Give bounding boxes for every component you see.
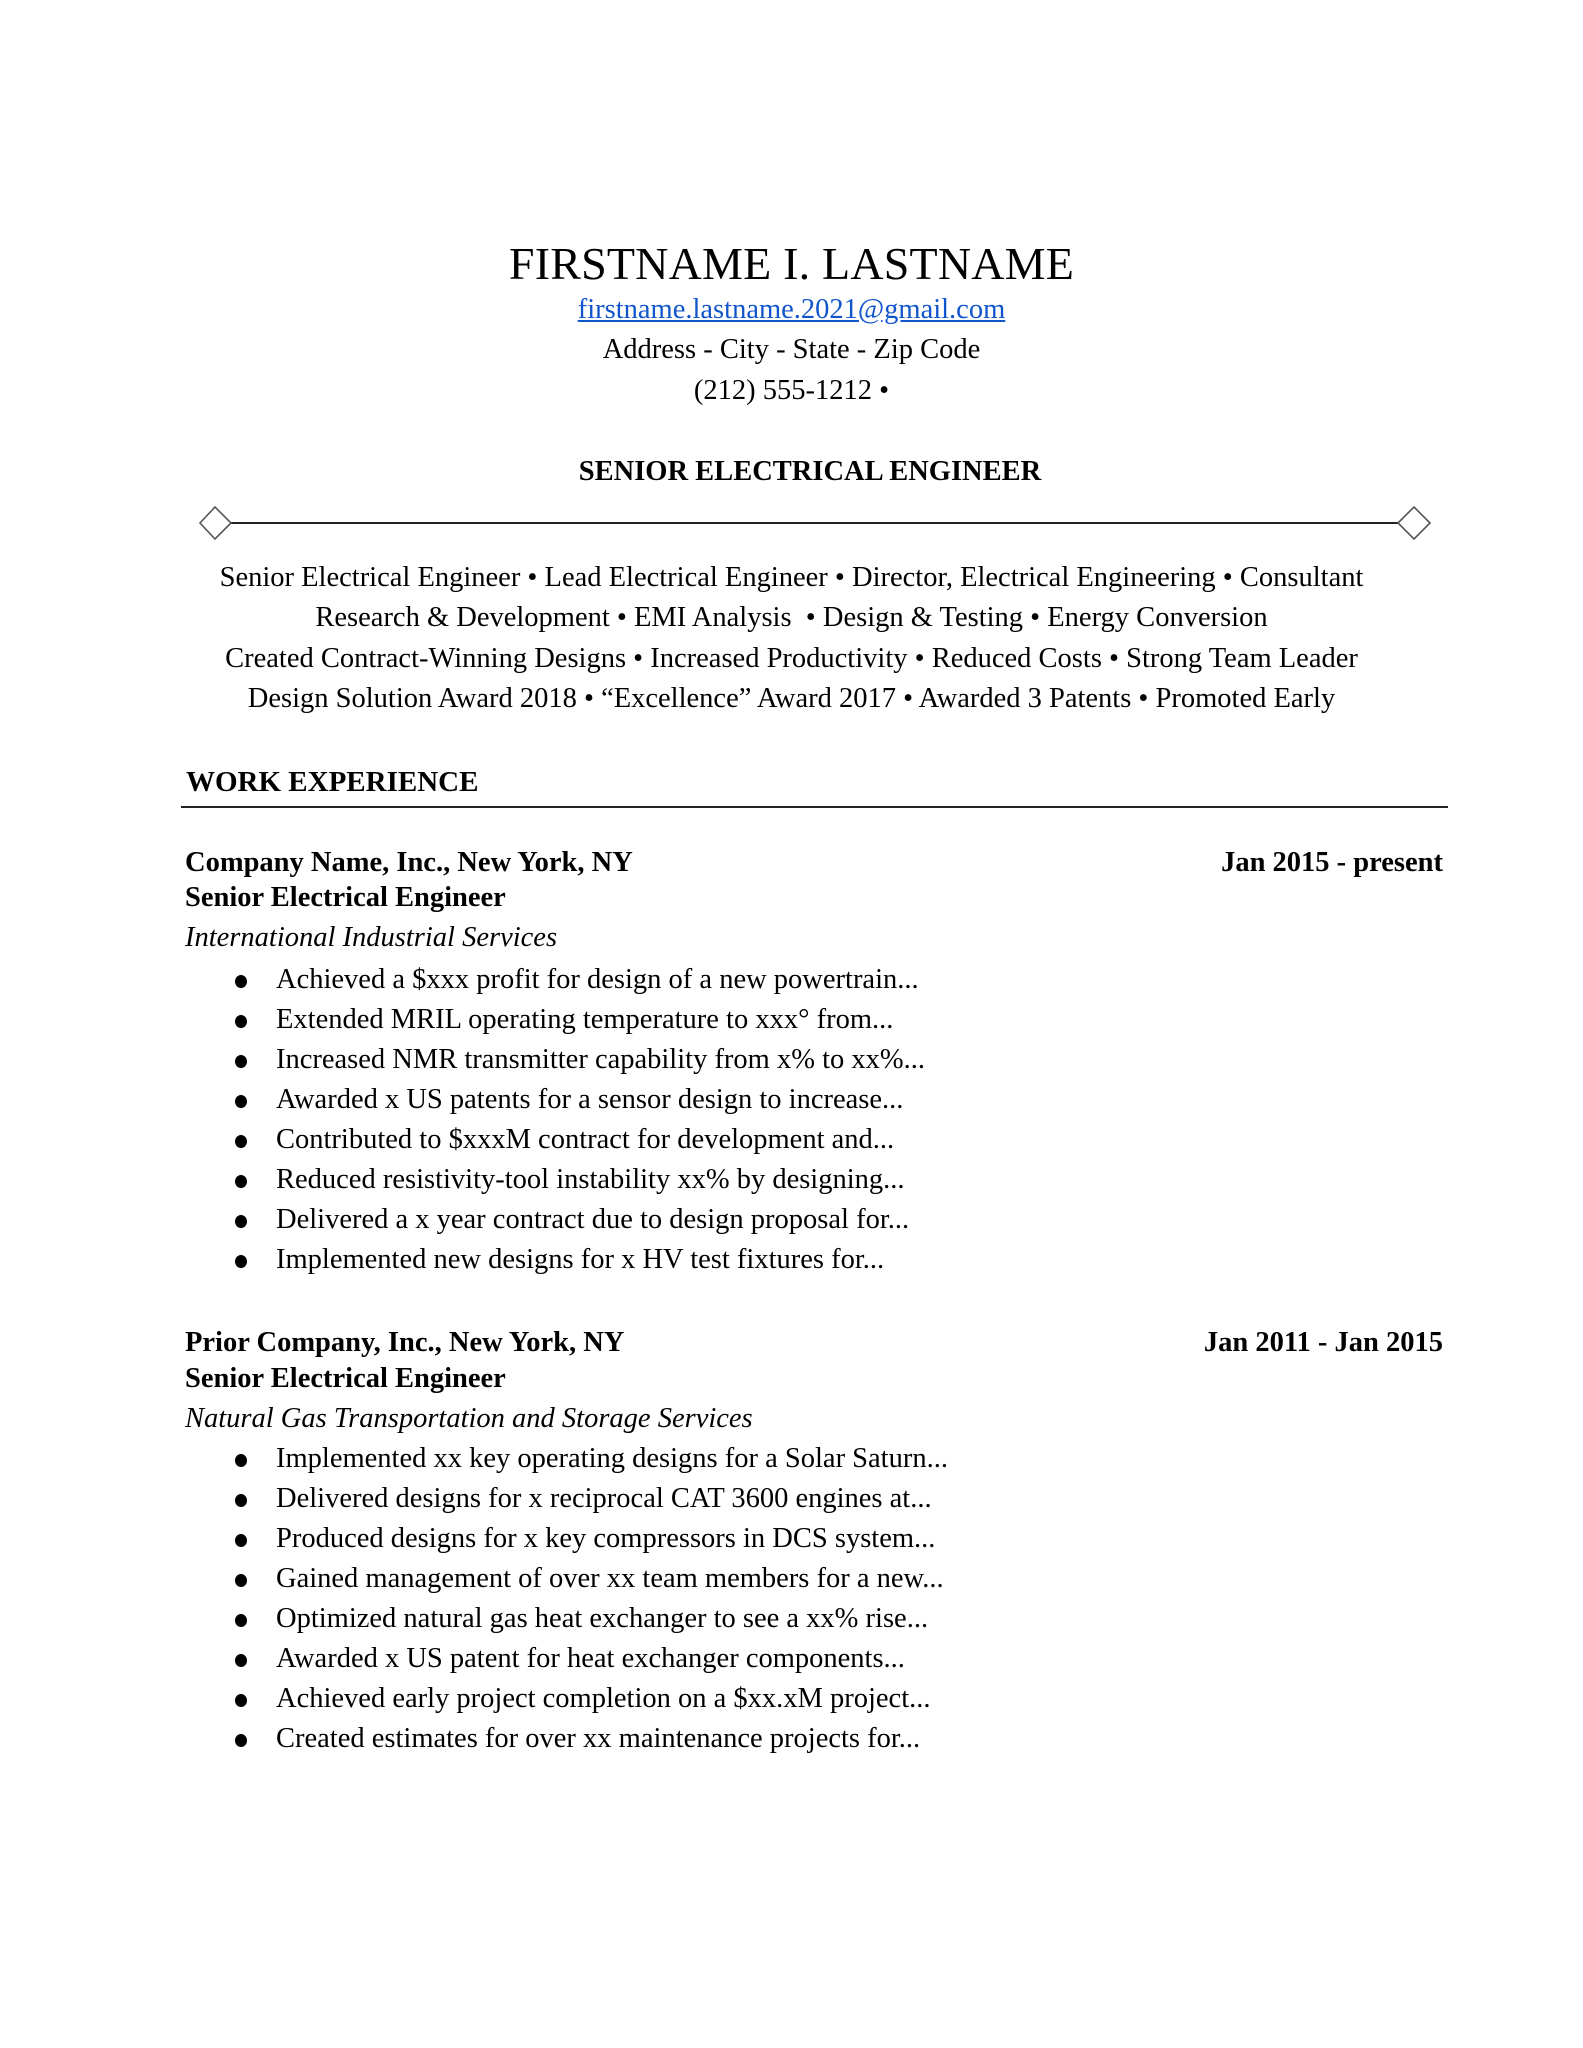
- bullet-item: [230, 1000, 925, 1040]
- bullet-icon: [235, 1015, 247, 1028]
- job-organization: International Industrial Services: [185, 922, 558, 953]
- bullet-text: Achieved early project completion on a $xx.xM project...: [276, 1683, 931, 1714]
- bullet-text: Increased NMR transmitter capability from x% to xx%...: [276, 1044, 925, 1075]
- bullet-text: Extended MRIL operating temperature to xxx° from...: [276, 1004, 894, 1035]
- contact-address: Address - City - State - Zip Code: [602, 334, 981, 365]
- bullet-icon: [235, 1255, 247, 1268]
- bullet-text: Contributed to $xxxM contract for development and...: [276, 1124, 895, 1155]
- bullet-icon: [235, 1095, 247, 1108]
- section-divider: [181, 806, 1448, 808]
- bullet-text: Optimized natural gas heat exchanger to see a xx% rise...: [276, 1603, 929, 1634]
- diamond-left-icon: [200, 507, 231, 539]
- summary-line: Created Contract-Winning Designs • Increased Productivity • Reduced Costs • Strong Team Leader: [225, 642, 1358, 674]
- job-title: Senior Electrical Engineer: [185, 1363, 506, 1394]
- bullet-item: [230, 1519, 948, 1559]
- section-title-work-experience: WORK EXPERIENCE: [186, 766, 479, 798]
- job-bullets: [230, 960, 925, 1280]
- bullet-icon: [235, 1694, 247, 1707]
- bullet-text: Implemented new designs for x HV test fixtures for...: [276, 1244, 885, 1275]
- job-bullets: [230, 1439, 948, 1759]
- bullet-text: Produced designs for x key compressors in DCS system...: [276, 1523, 936, 1554]
- summary-line: Senior Electrical Engineer • Lead Electrical Engineer • Director, Electrical Engineering • Consultant: [219, 562, 1364, 593]
- bullet-text: Gained management of over xx team members for a new...: [276, 1563, 944, 1594]
- job-organization: Natural Gas Transportation and Storage Services: [185, 1403, 753, 1434]
- bullet-item: [230, 1679, 948, 1719]
- bullet-icon: [235, 975, 247, 988]
- bullet-item: [230, 1719, 948, 1759]
- bullet-icon: [235, 1574, 247, 1587]
- bullet-text: Implemented xx key operating designs for a Solar Saturn...: [276, 1443, 948, 1474]
- job-dates: Jan 2015 - present: [1221, 847, 1443, 878]
- diamond-right-icon: [1398, 507, 1430, 539]
- bullet-icon: [235, 1654, 247, 1667]
- bullet-text: Reduced resistivity-tool instability xx% by designing...: [276, 1164, 905, 1195]
- bullet-icon: [235, 1534, 247, 1547]
- bullet-item: [230, 1439, 948, 1479]
- bullet-text: Delivered a x year contract due to design proposal for...: [276, 1204, 910, 1235]
- bullet-item: [230, 1559, 948, 1599]
- bullet-text: Awarded x US patents for a sensor design to increase...: [276, 1084, 904, 1115]
- bullet-item: [230, 1479, 948, 1519]
- bullet-icon: [235, 1734, 247, 1747]
- bullet-text: Delivered designs for x reciprocal CAT 3600 engines at...: [276, 1483, 932, 1514]
- candidate-name: FIRSTNAME I. LASTNAME: [508, 238, 1075, 289]
- summary-keywords: [0, 558, 1583, 719]
- bullet-icon: [235, 1454, 247, 1467]
- bullet-item: [230, 1040, 925, 1080]
- bullet-item: [230, 1240, 925, 1280]
- bullet-icon: [235, 1175, 247, 1188]
- contact-phone: (212) 555-1212 •: [693, 375, 890, 406]
- summary-line: Design Solution Award 2018 • “Excellence” Award 2017 • Awarded 3 Patents • Promoted Early: [247, 682, 1336, 714]
- summary-line: Research & Development • EMI Analysis • Design & Testing • Energy Conversion: [315, 602, 1268, 634]
- job-company: Prior Company, Inc., New York, NY: [185, 1327, 625, 1358]
- bullet-item: [230, 1639, 948, 1679]
- bullet-item: [230, 1200, 925, 1240]
- bullet-icon: [235, 1614, 247, 1627]
- bullet-icon: [235, 1055, 247, 1068]
- decorative-divider: [198, 505, 1433, 541]
- job-company: Company Name, Inc., New York, NY: [185, 847, 633, 878]
- job-title: Senior Electrical Engineer: [185, 882, 506, 913]
- email-link[interactable]: firstname.lastname.2021@gmail.com: [577, 294, 1006, 325]
- bullet-icon: [235, 1215, 247, 1228]
- bullet-item: [230, 1599, 948, 1639]
- contact-email: [0, 290, 1583, 330]
- bullet-item: [230, 1160, 925, 1200]
- bullet-text: Created estimates for over xx maintenance projects for...: [276, 1723, 921, 1754]
- job-dates: Jan 2011 - Jan 2015: [1203, 1327, 1443, 1358]
- professional-headline: SENIOR ELECTRICAL ENGINEER: [578, 456, 1042, 487]
- bullet-icon: [235, 1494, 247, 1507]
- bullet-text: Achieved a $xxx profit for design of a new powertrain...: [276, 964, 919, 995]
- bullet-icon: [235, 1135, 247, 1148]
- bullet-text: Awarded x US patent for heat exchanger components...: [276, 1643, 905, 1674]
- bullet-item: [230, 1120, 925, 1160]
- bullet-item: [230, 960, 925, 1000]
- bullet-item: [230, 1080, 925, 1120]
